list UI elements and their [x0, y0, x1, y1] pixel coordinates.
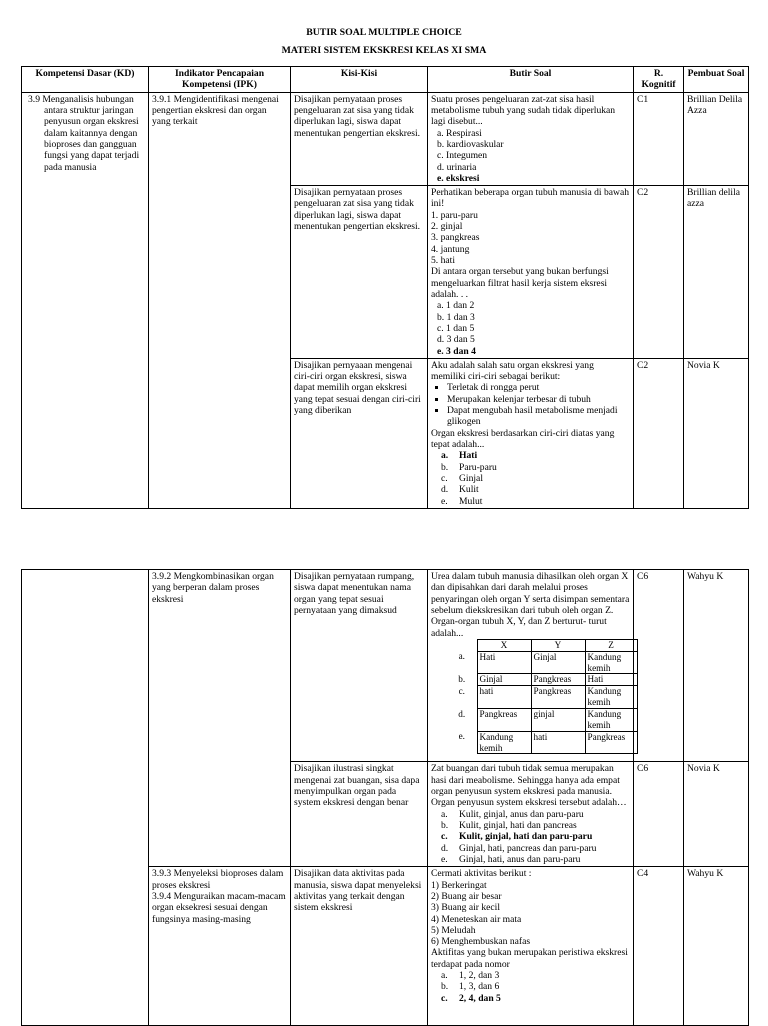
matrix-cell: Hati — [477, 651, 531, 674]
list-item: 1. paru-paru — [431, 209, 478, 221]
option: c. 1 dan 5 — [437, 322, 475, 334]
option-text: Kulit, ginjal, hati dan paru-paru — [459, 831, 593, 843]
author-cell: Brillian Delila Azza — [684, 92, 749, 186]
option-letter: c. — [441, 831, 448, 843]
question-stem: Zat buangan dari tubuh tidak semua merupakan hasi dari meabolisme. Sehingga hanya ada empat organ penyusun system ekskresi pada manusia. Organ penyusun system ekskresi tersebut adalah… — [431, 763, 627, 809]
question-table-1 — [21, 66, 749, 509]
correct-option — [431, 450, 630, 461]
ipk-cell: 3.9.2 Mengkombinasikan organ yang berperan dalam proses ekskresi — [149, 570, 291, 867]
kd-cell — [22, 92, 149, 508]
ipk-cell — [149, 867, 291, 1026]
option-text: Kulit — [459, 484, 479, 496]
matrix-cell: Hati — [585, 674, 637, 686]
option — [431, 462, 630, 473]
kisi-cell: Disajikan ilustrasi singkat mengenai zat buangan, sisa dapa menyimpulkan organ pada system ekskresi dengan benar — [291, 762, 428, 867]
option — [431, 981, 630, 992]
list-item: 2) Buang air besar — [431, 890, 502, 902]
option-text: 1, 2, dan 3 — [459, 970, 500, 982]
header-kisi: Kisi-Kisi — [291, 67, 428, 93]
matrix-cell: Ginjal — [531, 651, 585, 674]
list-item: 1) Berkeringat — [431, 879, 487, 891]
kognitif-cell: C1 — [634, 92, 684, 186]
correct-option: e. ekskresi — [437, 172, 480, 184]
ipk-text: 3.9.4 Menguraikan macam-macam organ eksekresi sesuai dengan fungsinya masing-masing — [152, 890, 286, 925]
document-subtitle: MATERI SISTEM EKSKRESI KELAS XI SMA — [281, 45, 487, 56]
option — [431, 843, 630, 854]
option-text: 2, 4, dan 5 — [459, 992, 501, 1004]
option-letter: a. — [441, 450, 449, 462]
question-stem: Suatu proses pengeluaran zat-zat sisa hasil metabolisme tubuh yang sudah tidak diperlukan lagi disebut... — [431, 93, 616, 128]
list-item: 5) Meludah — [431, 924, 476, 936]
option-letter: d. — [441, 484, 449, 496]
option-letter: c. — [458, 685, 465, 696]
question-stem-2: Aktifitas yang bukan merupakan peristiwa ekskresi terdapat pada nomor — [431, 947, 628, 970]
kognitif-cell: C2 — [634, 358, 684, 508]
butir-cell — [428, 186, 634, 359]
butir-cell — [428, 92, 634, 186]
question-stem: Urea dalam tubuh manusia dihasilkan oleh organ X dan dipisahkan dari darah melalui proses penyaringan oleh organ Y serta disimpan sementara sebelum diekskresikan dari tubuh oleh organ Z. Organ-organ tubuh X, Y, dan Z berturut- turut adalah... — [431, 571, 630, 639]
butir-cell — [428, 762, 634, 867]
option-letter: b. — [458, 673, 466, 684]
ipk-cell: 3.9.1 Mengidentifikasi mengenai pengertian ekskresi dan organ yang terkait — [149, 92, 291, 508]
option: b. 1 dan 3 — [437, 311, 475, 323]
list-item: 3) Buang air kecil — [431, 902, 500, 914]
option-text: Paru-paru — [459, 461, 497, 473]
header-kd: Kompetensi Dasar (KD) — [22, 67, 149, 93]
matrix-cell: hati — [531, 731, 585, 754]
list-item: 5. hati — [431, 255, 455, 266]
option-letter: e. — [441, 495, 448, 507]
option — [431, 484, 630, 495]
list-item: 3. pangkreas — [431, 232, 480, 244]
matrix-col-x: X — [477, 639, 531, 651]
document-title: BUTIR SOAL MULTIPLE CHOICE — [306, 27, 462, 38]
matrix-col-z: Z — [585, 639, 637, 651]
matrix-cell: Kandung kemih — [585, 651, 637, 674]
butir-cell — [428, 358, 634, 508]
matrix-cell: Kandung kemih — [585, 709, 637, 732]
matrix-row — [447, 686, 637, 709]
author-cell: Brillian delila azza — [684, 186, 749, 359]
header-pembuat: Pembuat Soal — [684, 67, 749, 93]
matrix-row-correct — [447, 651, 637, 674]
matrix-cell: hati — [477, 686, 531, 709]
author-cell: Novia K — [684, 358, 749, 508]
option — [431, 496, 630, 507]
option-letter: a. — [441, 808, 448, 820]
option: c. Integumen — [437, 150, 488, 162]
option-letter: a. — [441, 970, 448, 982]
option: a. 1 dan 2 — [437, 300, 475, 312]
option-text: Hati — [459, 450, 478, 462]
option: d. 3 dan 5 — [437, 334, 475, 346]
table-row — [22, 92, 749, 186]
question-stem: Perhatikan beberapa organ tubuh manusia di bawah ini! — [431, 187, 630, 210]
matrix-cell: Pangkreas — [531, 686, 585, 709]
matrix-cell: Pangkreas — [585, 731, 637, 754]
option: a. Respirasi — [437, 127, 482, 139]
option — [431, 820, 630, 831]
matrix-header-row — [447, 639, 637, 651]
kisi-cell: Disajikan data aktivitas pada manusia, siswa dapat menyeleksi aktivitas yang terkait dengan sistem ekskresi — [291, 867, 428, 1026]
option-letter: b. — [441, 820, 449, 832]
kognitif-cell: C6 — [634, 762, 684, 867]
kisi-cell: Disajikan pernyataan proses pengeluaran zat sisa yang tidak diperlukan lagi, siswa dapat menentukan pengertian ekskresi. — [291, 186, 428, 359]
kognitif-cell: C6 — [634, 570, 684, 762]
kd-text: 3.9 Menganalisis hubungan antara struktur jaringan penyusun organ ekskresi dalam kaitannya dengan bioproses dan gangguan fungsi yang dapat terjadi pada manusia — [28, 93, 140, 173]
option: b. kardiovaskular — [437, 138, 504, 150]
kisi-cell: Disajikan pernyaaan mengenai ciri-ciri organ ekskresi, siswa dapat memilih organ ekskresi yang tepat sesuai dengan ciri-ciri yang diberikan — [291, 358, 428, 508]
list-item: 4) Meneteskan air mata — [431, 913, 522, 925]
question-stem-2: Organ ekskresi berdasarkan ciri-ciri diatas yang tepat adalah... — [431, 427, 615, 450]
bullet-item: ▪ Terletak di rongga perut — [447, 382, 630, 393]
option — [431, 854, 630, 865]
bullet-item: ▪ Merupakan kelenjar terbesar di tubuh — [447, 394, 630, 405]
matrix-cell: Kandung kemih — [477, 731, 531, 754]
kisi-cell: Disajikan pernyataan proses pengeluaran zat sisa yang tidak diperlukan lagi, siswa dapat menentukan pengertian ekskresi. — [291, 92, 428, 186]
matrix-cell: Pangkreas — [531, 674, 585, 686]
question-table-2 — [21, 569, 749, 1026]
option-letter: e. — [441, 853, 448, 865]
kisi-cell: Disajikan pernyataan rumpang, siswa dapat menentukan nama organ yang tepat sesuai pernyataan yang dimaksud — [291, 570, 428, 762]
butir-cell — [428, 570, 634, 762]
author-cell: Wahyu K — [684, 867, 749, 1026]
matrix-cell: ginjal — [531, 709, 585, 732]
kognitif-cell: C2 — [634, 186, 684, 359]
author-cell: Wahyu K — [684, 570, 749, 762]
matrix-row — [447, 709, 637, 732]
option-letter: b. — [441, 461, 449, 473]
option: d. urinaria — [437, 161, 477, 173]
correct-option — [431, 993, 630, 1004]
kd-cell-empty — [22, 570, 149, 1026]
list-item: 4. jantung — [431, 243, 470, 255]
matrix-cell: Ginjal — [477, 674, 531, 686]
question-stem-2: Di antara organ tersebut yang bukan berfungsi mengeluarkan filtrat hasil kerja sistem eksresi adalah. . . — [431, 266, 609, 300]
correct-option — [431, 831, 630, 842]
option-text: Ginjal — [459, 472, 483, 484]
answer-matrix — [447, 639, 638, 755]
option-letter: a. — [458, 651, 465, 662]
option — [431, 473, 630, 484]
question-stem: Aku adalah salah satu organ ekskresi yang memiliki ciri-ciri sebagai berikut: — [431, 359, 594, 383]
option-letter: b. — [441, 981, 449, 993]
option-text: Ginjal, hati, pancreas dan paru-paru — [459, 842, 597, 854]
question-stem: Cermati aktivitas berikut : — [431, 868, 532, 880]
matrix-row — [447, 674, 637, 686]
option-letter: e. — [458, 731, 465, 742]
option-letter: c. — [441, 472, 448, 484]
list-item: 6) Menghembuskan nafas — [431, 936, 531, 948]
matrix-row — [447, 731, 637, 754]
option-letter: d. — [441, 842, 449, 854]
option-letter: d. — [458, 708, 466, 719]
option-text: Kulit, ginjal, hati dan pancreas — [459, 820, 577, 832]
option — [431, 970, 630, 981]
option — [431, 809, 630, 820]
header-ipk: Indikator Pencapaian Kompetensi (IPK) — [149, 67, 291, 93]
ipk-text: 3.9.3 Menyeleksi bioproses dalam proses ekskresi — [152, 868, 284, 891]
header-kognitif: R. Kognitif — [634, 67, 684, 93]
table-row — [22, 570, 749, 762]
option-text: Mulut — [459, 495, 483, 507]
list-item: 2. ginjal — [431, 221, 463, 233]
option-text: Kulit, ginjal, anus dan paru-paru — [459, 808, 584, 820]
option-text: 1, 3, dan 6 — [459, 981, 500, 993]
option-letter: c. — [441, 992, 448, 1004]
matrix-cell: Pangkreas — [477, 709, 531, 732]
bullet-item: ▪ Dapat mengubah hasil metabolisme menjadi glikogen — [447, 405, 630, 428]
butir-cell — [428, 867, 634, 1026]
author-cell: Novia K — [684, 762, 749, 867]
matrix-col-y: Y — [531, 639, 585, 651]
kognitif-cell: C4 — [634, 867, 684, 1026]
table-header-row — [22, 67, 749, 93]
matrix-cell: Kandung kemih — [585, 686, 637, 709]
header-butir-soal: Butir Soal — [428, 67, 634, 93]
correct-option: e. 3 dan 4 — [437, 345, 476, 357]
option-text: Ginjal, hati, anus dan paru-paru — [459, 853, 581, 865]
